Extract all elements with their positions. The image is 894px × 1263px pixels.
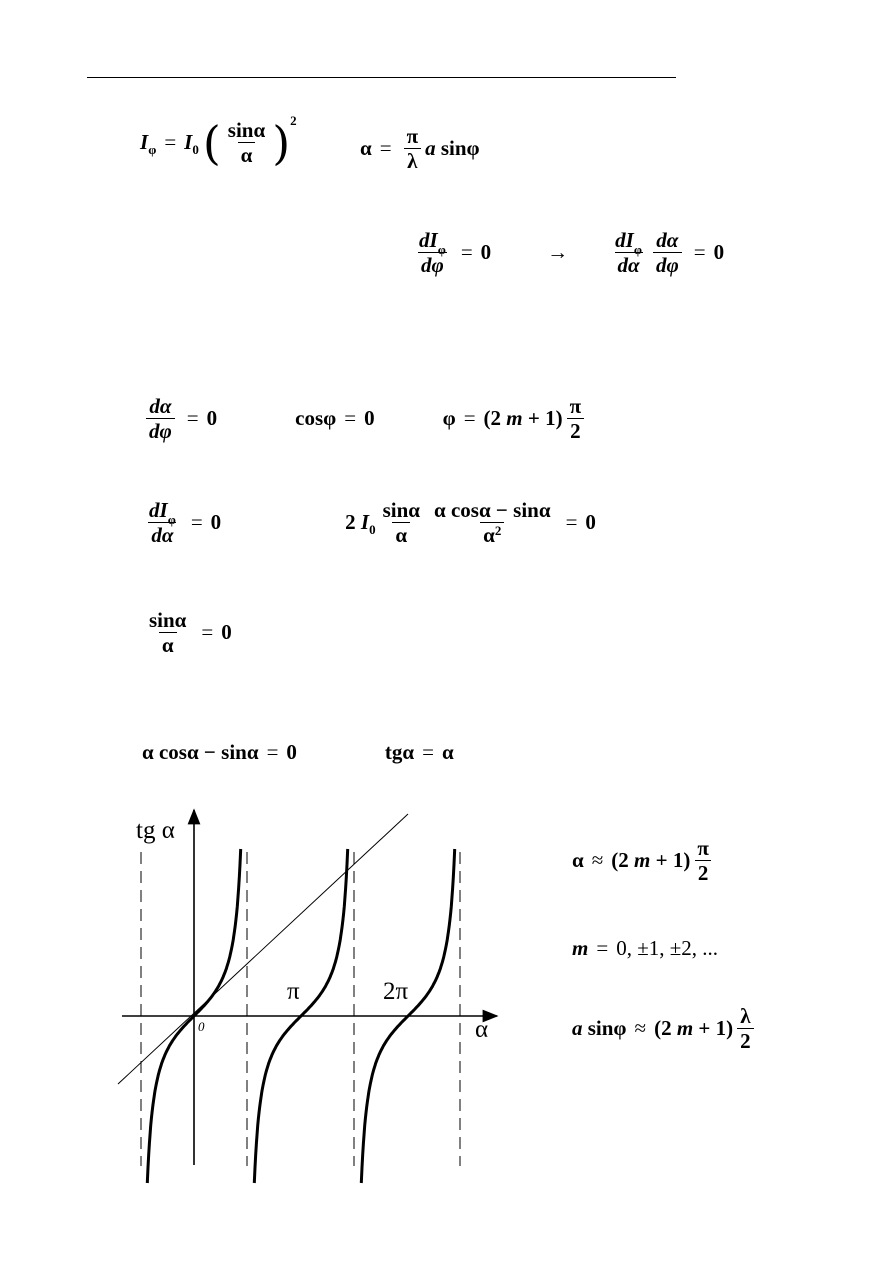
intensity-formula: I φ = I 0 ( $\frac{\sin\alpha}{\alpha}$ ) 2 <box>140 112 297 170</box>
m-values: m = 0, ±1, ±2, ... <box>572 936 718 960</box>
alpha-definition: α = $\frac{\pi}{\lambda}$ a sinφ <box>360 124 480 174</box>
minima-condition: a sinφ ≈ (2 m + 1) $\frac{\lambda}{2}$ <box>572 1004 758 1053</box>
y-axis-label: tg α <box>136 817 175 844</box>
dI-dalpha-condition: $\frac{dI_\varphi}{d\alpha}$ = 0 2 I 0 $\frac{\sin\alpha}{\alpha}$ $\frac{\text{α cosα − sinα}}{\alpha^2}$ = 0 <box>149 498 596 548</box>
origin-label: 0 <box>198 1019 205 1034</box>
line-y-equals-alpha <box>118 814 408 1084</box>
derivative-condition: $\frac{dI_\varphi}{d\varphi}$ = 0 → $\frac{dI_\varphi}{d\alpha}$ $\frac{d\alpha}{d\varphi}$ = 0 <box>419 228 725 278</box>
transcendental-equation: α cosα − sinα = 0 tgα = α <box>142 740 454 764</box>
sinc-zero: $\frac{\sin\alpha}{\alpha}$ = 0 <box>149 608 232 658</box>
alpha-approx-formula: α ≈ (2 m + 1) $\frac{\pi}{2}$ <box>572 836 716 885</box>
asymptotes <box>141 852 460 1166</box>
pi-label: π <box>287 978 300 1005</box>
two-pi-label: 2π <box>383 978 409 1005</box>
dalpha-dphi-condition: $\frac{d\alpha}{d\varphi}$ = 0 cosφ = 0 φ = (2 m + 1) $\frac{\pi}{2}$ <box>142 394 588 443</box>
x-axis-label: α <box>475 1016 489 1043</box>
